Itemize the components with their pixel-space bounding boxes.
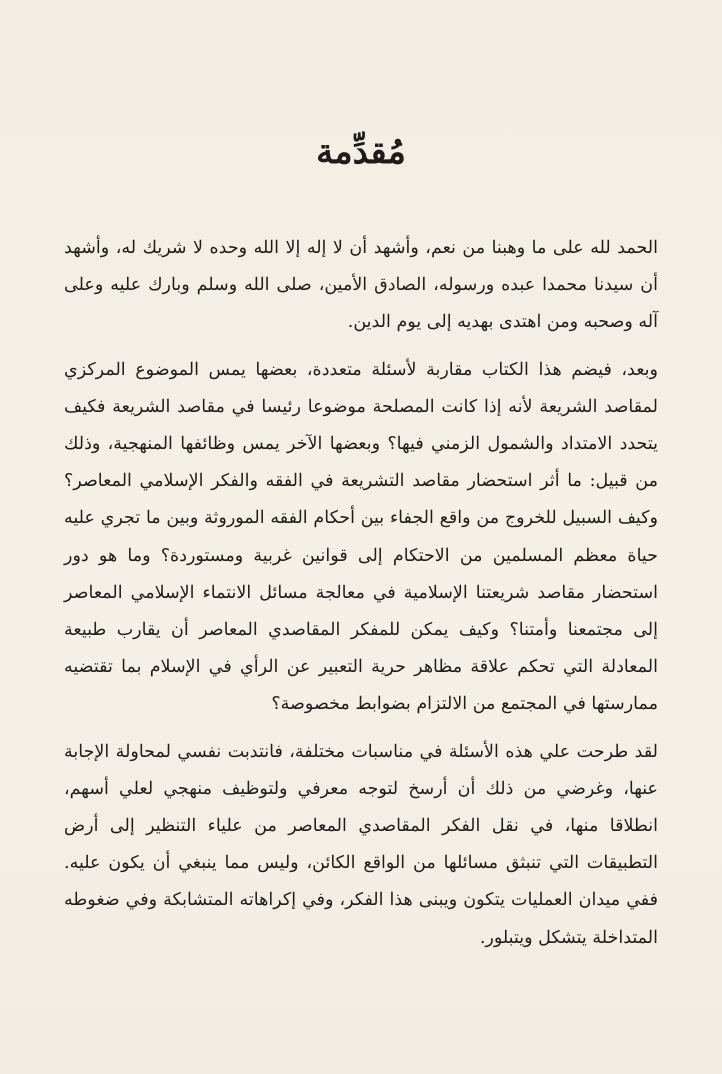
paragraph-3: لقد طرحت علي هذه الأسئلة في مناسبات مختلفة، فانتدبت نفسي لمحاولة الإجابة عنها، وغرضي من ذلك أن أرسخ لتوجه معرفي ولتوظيف منهجي لعلي أسهم، انطلاقا منها، في نقل الفكر المقاصدي المعاصر من علياء التنظير إلى أرض التطبيقات التي تنبثق مسائلها من الواقع الكائن، وليس مما ينبغي أن يكون عليه. ففي ميدان العمليات يتكون ويبنى هذا الفكر، وفي إكراهاته المتشابكة وفي ضغوطه المتداخلة يتشكل ويتبلور. xyxy=(64,741,658,948)
body-text xyxy=(64,230,658,967)
paragraph-2: وبعد، فيضم هذا الكتاب مقاربة لأسئلة متعددة، بعضها يمس الموضوع المركزي لمقاصد الشريعة لأنه إذا كانت المصلحة موضوعا رئيسا في مقاصد الشريعة فكيف يتحدد الامتداد والشمول الزمني فيها؟ وبعضها الآخر يمس وظائفها المنهجية، وذلك من قبيل: ما أثر استحضار مقاصد التشريعة في الفقه والفكر الإسلامي المعاصر؟ وكيف السبيل للخروج من واقع الجفاء بين أحكام الفقه الموروثة وبين ما تجري عليه حياة معظم المسلمين من الاحتكام إلى قوانين غربية ومستوردة؟ وما هو دور استحضار مقاصد شريعتنا الإسلامية في معالجة مسائل الانتماء الإسلامي المعاصر إلى مجتمعنا وأمتنا؟ وكيف يمكن للمفكر المقاصدي المعاصر أن يقارب طبيعة المعادلة التي تحكم علاقة مظاهر حرية التعبير عن الرأي في الإسلام بما تقتضيه ممارستها في المجتمع من الالتزام بضوابط مخصوصة؟ xyxy=(64,359,658,715)
paragraph-1: الحمد لله على ما وهبنا من نعم، وأشهد أن لا إله إلا الله وحده لا شريك له، وأشهد أن سيدنا محمدا عبده ورسوله، الصادق الأمين، صلى الله وسلم وبارك عليه وعلى آله وصحبه ومن اهتدى بهديه إلى يوم الدين. xyxy=(64,238,658,333)
page-title: مُقدِّمة xyxy=(316,132,406,172)
